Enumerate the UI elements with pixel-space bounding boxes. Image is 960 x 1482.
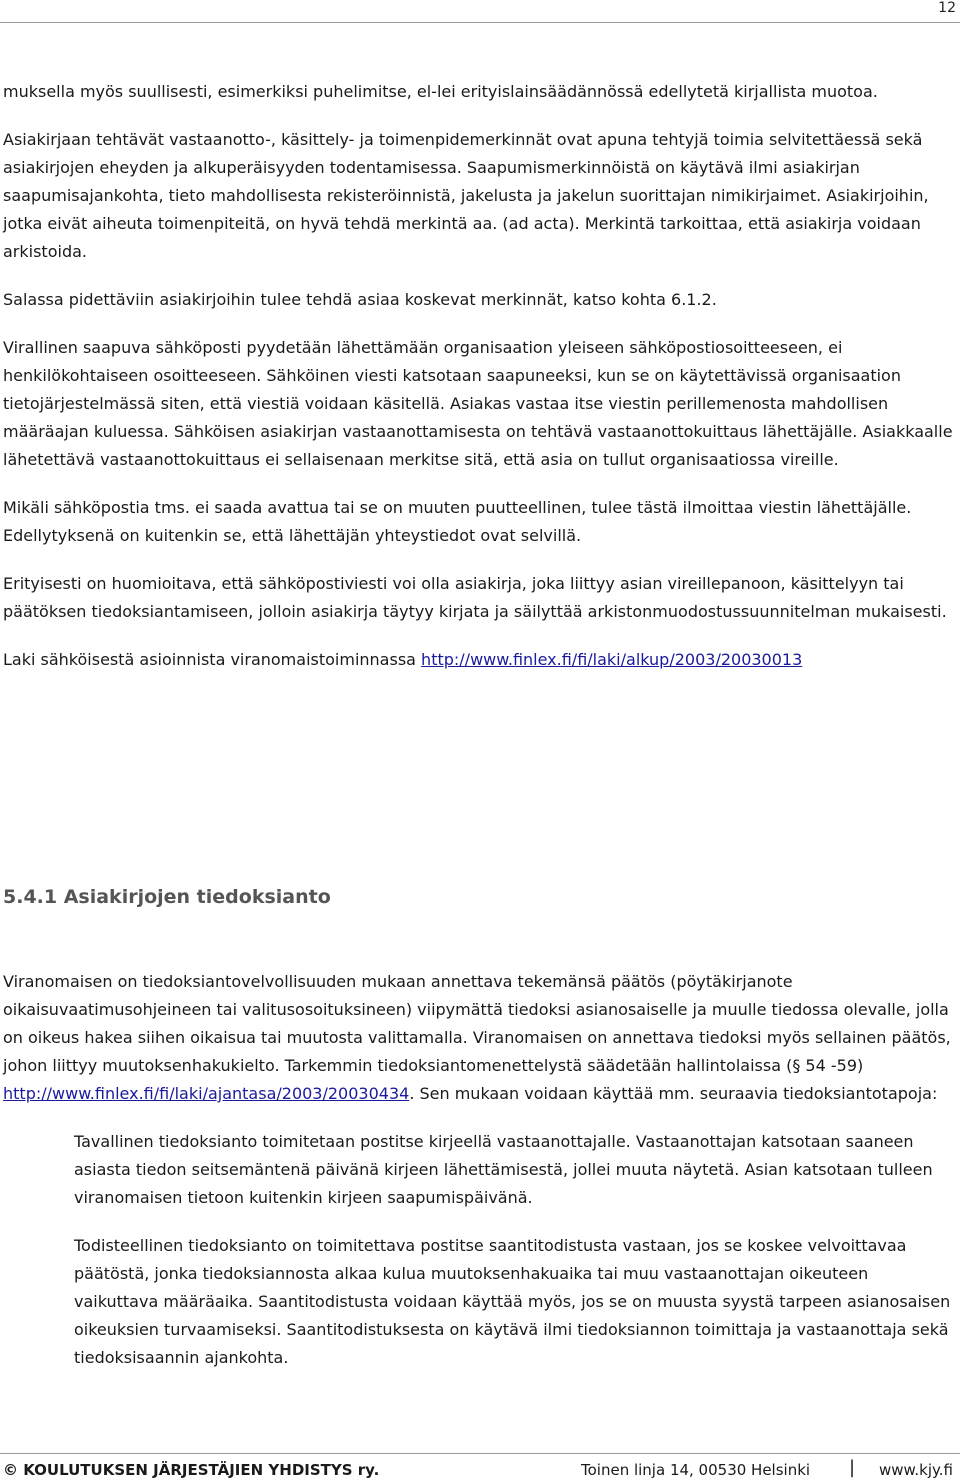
- finlex-link-2[interactable]: http://www.finlex.fi/fi/laki/ajantasa/2003/20030434: [3, 1084, 410, 1103]
- paragraph-3: Salassa pidettäviin asiakirjoihin tulee tehdä asiaa koskevat merkinnät, katso kohta 6.1.2.: [3, 290, 717, 309]
- body-text-section-1: [3, 78, 957, 694]
- paragraph-9: Tavallinen tiedoksianto toimitetaan postitse kirjeellä vastaanottajalle. Vastaanottajan katsotaan saaneen asiasta tiedon seitsemäntenä päivänä kirjeen lähettämisestä, jollei muuta näytetä. Asian katsotaan tulleen viranomaisen tietoon kuitenkin kirjeen saapumispäivänä.: [74, 1132, 933, 1207]
- header-divider: [0, 22, 960, 23]
- footer-website: www.kjy.fi: [878, 1461, 953, 1479]
- section-heading: 5.4.1 Asiakirjojen tiedoksianto: [3, 886, 331, 908]
- footer-organization: © KOULUTUKSEN JÄRJESTÄJIEN YHDISTYS ry.: [3, 1461, 380, 1479]
- paragraph-8: [3, 968, 957, 1108]
- page-number: 12: [938, 0, 956, 16]
- paragraph-1: muksella myös suullisesti, esimerkiksi puhelimitse, el-lei erityislainsäädännössä edellytetä kirjallista muotoa.: [3, 82, 878, 101]
- paragraph-2: Asiakirjaan tehtävät vastaanotto-, käsittely- ja toimenpidemerkinnät ovat apuna tehtyjä toimia selvitettäessä sekä asiakirjojen eheyden ja alkuperäisyyden todentamisessa. Saapumismerkinnöistä on käytävä ilmi asiakirjan saapumisajankohta, tieto mahdollisesta rekisteröinnistä, jakelusta ja jakelun suorittajan nimikirjaimet. Asiakirjoihin, jotka eivät aiheuta toimenpiteitä, on hyvä tehdä merkintä aa. (ad acta). Merkintä tarkoittaa, että asiakirja voidaan arkistoida.: [3, 130, 929, 261]
- footer-address: Toinen linja 14, 00530 Helsinki: [581, 1461, 811, 1479]
- paragraph-7: [3, 646, 957, 674]
- paragraph-6: Erityisesti on huomioitava, että sähköpostiviesti voi olla asiakirja, joka liittyy asian vireillepanoon, käsittelyyn tai päätöksen tiedoksiantamiseen, jolloin asiakirja täytyy kirjata ja säilyttää arkistonmuodostussuunnitelman mukaisesti.: [3, 574, 947, 621]
- paragraph-8-tail: . Sen mukaan voidaan käyttää mm. seuraavia tiedoksiantotapoja:: [409, 1084, 938, 1103]
- finlex-link-1[interactable]: http://www.finlex.fi/fi/laki/alkup/2003/20030013: [421, 650, 803, 669]
- paragraph-10: Todisteellinen tiedoksianto on toimitettava postitse saantitodistusta vastaan, jos se koskee velvoittavaa päätöstä, jonka tiedoksiannosta alkaa kulua muutoksenhakuaika tai muu vastaanottajan oikeuteen vaikuttava määräaika. Saantitodistusta voidaan käyttää myös, jos se on muusta syystä tarpeen asianosaisen oikeuksien turvaamiseksi. Saantitodistuksesta on käytävä ilmi tiedoksiannon toimittaja ja vastaanottaja sekä tiedoksisaannin ajankohta.: [74, 1236, 951, 1367]
- footer-separator: |: [849, 1457, 856, 1478]
- paragraph-7-text: Laki sähköisestä asioinnista viranomaistoiminnassa: [3, 650, 422, 669]
- paragraph-8-text: Viranomaisen on tiedoksiantovelvollisuuden mukaan annettava tekemänsä päätös (pöytäkirjanote oikaisuvaatimusohjeineen tai valitusosoituksineen) viipymättä tiedoksi asianosaiselle ja muulle tiedossa olevalle, jolla on oikeus hakea siihen oikaisua tai muutosta valittamalla. Viranomaisen on annettava tiedoksi myös sellainen päätös, johon liittyy muutoksenhakukielto. Tarkemmin tiedoksiantomenettelystä säädetään hallintolaissa (§ 54 -59): [3, 972, 951, 1075]
- body-text-section-2: [3, 968, 957, 1392]
- paragraph-5: Mikäli sähköpostia tms. ei saada avattua tai se on muuten puutteellinen, tulee tästä ilmoittaa viestin lähettäjälle. Edellytyksenä on kuitenkin se, että lähettäjän yhteystiedot ovat selvillä.: [3, 498, 912, 545]
- paragraph-4: Virallinen saapuva sähköposti pyydetään lähettämään organisaation yleiseen sähköpostiosoitteeseen, ei henkilökohtaiseen osoitteeseen. Sähköinen viesti katsotaan saapuneeksi, kun se on käytettävissä organisaation tietojärjestelmässä siten, että viestiä voidaan käsitellä. Asiakas vastaa itse viestin perillemenosta mahdollisen määräajan kuluessa. Sähköisen asiakirjan vastaanottamisesta on tehtävä vastaanottokuittaus lähettäjälle. Asiakkaalle lähetettävä vastaanottokuittaus ei sellaisenaan merkitse sitä, että asia on tullut organisaatiossa vireille.: [3, 338, 953, 469]
- footer-divider: [0, 1453, 960, 1454]
